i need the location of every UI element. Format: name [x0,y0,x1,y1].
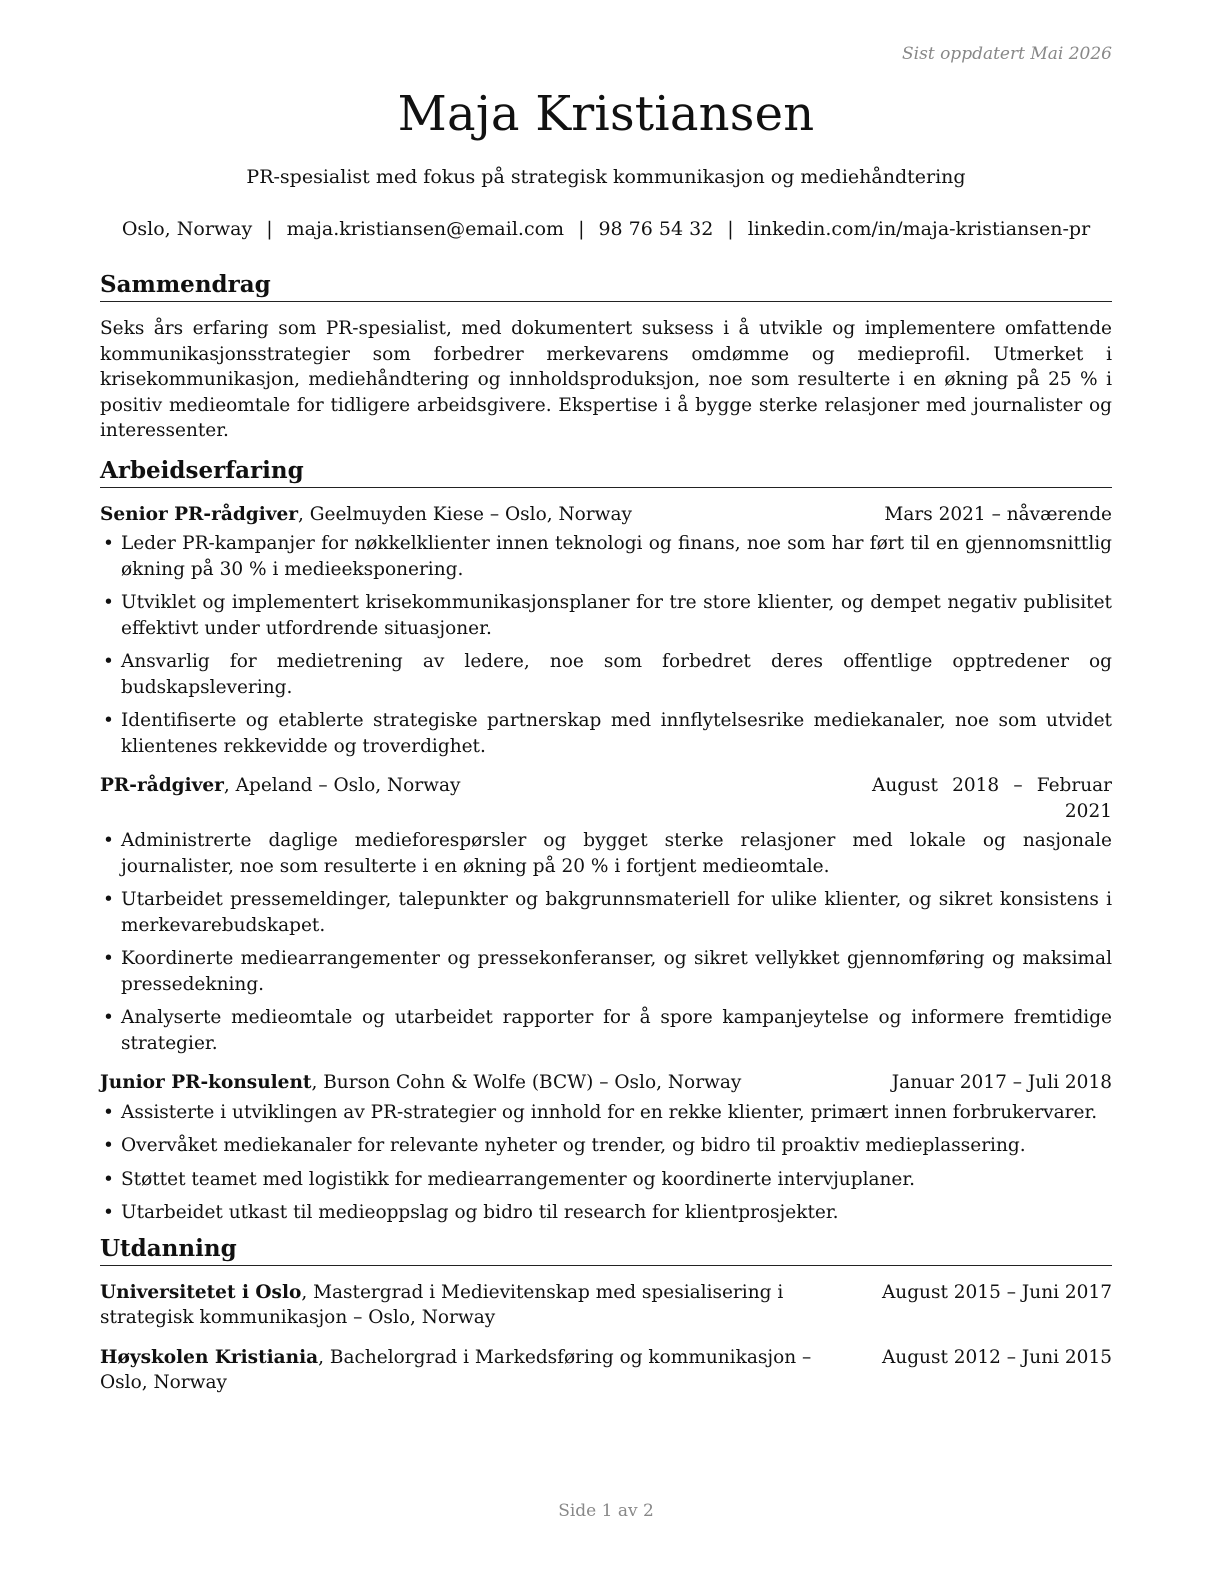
list-item: • Overvåket mediekanaler for relevante nyheter og trender, og bidro til proaktiv medieplassering. [100,1133,1112,1159]
school-name: Universitetet i Oslo [100,1281,302,1303]
list-item: • Utarbeidet utkast til medieoppslag og bidro til research for klientprosjekter. [100,1200,1112,1226]
job-header [100,773,1112,824]
job-entry [100,502,1112,760]
job-entry [100,1070,1112,1226]
contact-separator: | [578,218,585,240]
last-updated: Sist oppdatert Mai 2026 [902,44,1112,64]
contact-email[interactable]: maja.kristiansen@email.com [286,218,565,240]
job-dates: Januar 2017 – Juli 2018 [891,1072,1112,1093]
job-dates: August 2018 – Februar 2021 [872,775,1112,822]
section-title-education: Utdanning [100,1234,1112,1266]
list-item: • Støttet teamet med logistikk for mediearrangementer og koordinerte intervjuplaner. [100,1167,1112,1193]
list-item: • Administrerte daglige medieforespørsler og bygget sterke relasjoner med lokale og nasjonale journalister, noe som resulterte i en økning på 20 % i fortjent medieomtale. [100,828,1112,879]
resume-page [100,0,1112,1584]
education-entry [100,1345,1112,1396]
contact-line [100,218,1112,240]
list-item: • Assisterte i utviklingen av PR-strategier og innhold for en rekke klienter, primært innen forbrukervarer. [100,1100,1112,1126]
summary-section [100,270,1112,444]
person-name: Maja Kristiansen [397,86,815,142]
page-number: Side 1 av 2 [558,1501,654,1521]
education-dates: August 2015 – Juni 2017 [881,1281,1112,1303]
section-title-experience: Arbeidserfaring [100,456,1112,488]
list-item: • Identifiserte og etablerte strategiske partnerskap med innflytelsesrike mediekanaler, noe som utvidet klientenes rekkevidde og troverdighet. [100,708,1112,759]
school-name: Høyskolen Kristiania [100,1346,319,1368]
job-bullets [100,828,1112,1056]
contact-phone: 98 76 54 32 [598,218,714,240]
contact-linkedin[interactable]: linkedin.com/in/maja-kristiansen-pr [747,218,1091,240]
tagline: PR-spesialist med fokus på strategisk kommunikasjon og mediehåndtering [246,166,966,188]
experience-section [100,456,1112,1226]
resume-body [100,270,1112,1396]
job-org: , Apeland – Oslo, Norway [223,775,461,796]
contact-separator: | [266,218,273,240]
contact-separator: | [727,218,734,240]
list-item: • Ansvarlig for medietrening av ledere, noe som forbedret deres offentlige opptredener og budskapslevering. [100,649,1112,700]
degree-detail: , Mastergrad i Medievitenskap med spesialisering i strategisk kommunikasjon – Oslo, Norway [100,1281,784,1328]
list-item: • Analyserte medieomtale og utarbeidet rapporter for å spore kampanjeytelse og informere fremtidige strategier. [100,1005,1112,1056]
job-dates: Mars 2021 – nåværende [884,503,1112,525]
degree-detail: , Bachelorgrad i Markedsføring og kommunikasjon – Oslo, Norway [100,1346,812,1393]
list-item: • Koordinerte mediearrangementer og pressekonferanser, og sikret vellykket gjennomføring og maksimal pressedekning. [100,946,1112,997]
job-role: PR-rådgiver [100,775,224,796]
job-bullets [100,1100,1112,1226]
job-entry [100,773,1112,1056]
summary-text: Seks års erfaring som PR-spesialist, med dokumentert suksess i å utvikle og implementere omfattende kommunikasjonsstrategier som forbedrer merkevarens omdømme og medieprofil. Utmerket i krisekommunikasjon, mediehåndtering og innholdsproduksjon, noe som resulterte i en økning på 25 % i positiv medieomtale for tidligere arbeidsgivere. Ekspertise i å bygge sterke relasjoner med journalister og interessenter. [100,318,1112,441]
job-role: Junior PR-konsulent [100,1072,312,1093]
list-item: • Utarbeidet pressemeldinger, talepunkter og bakgrunnsmateriell for ulike klienter, og sikret konsistens i merkevarebudskapet. [100,887,1112,938]
job-bullets [100,531,1112,759]
job-header [100,502,1112,528]
job-org: , Burson Cohn & Wolfe (BCW) – Oslo, Norway [311,1072,742,1093]
education-section [100,1234,1112,1396]
list-item: • Leder PR-kampanjer for nøkkelklienter innen teknologi og finans, noe som har ført til en gjennomsnittlig økning på 30 % i medieeksponering. [100,531,1112,582]
contact-location: Oslo, Norway [121,218,253,240]
job-role: Senior PR-rådgiver [100,503,298,525]
job-org: , Geelmuyden Kiese – Oslo, Norway [298,503,632,525]
education-dates: August 2012 – Juni 2015 [881,1346,1112,1368]
job-header [100,1070,1112,1096]
section-title-summary: Sammendrag [100,270,1112,302]
list-item: • Utviklet og implementert krisekommunikasjonsplaner for tre store klienter, og dempet negativ publisitet effektivt under utfordrende situasjoner. [100,590,1112,641]
education-entry [100,1280,1112,1331]
